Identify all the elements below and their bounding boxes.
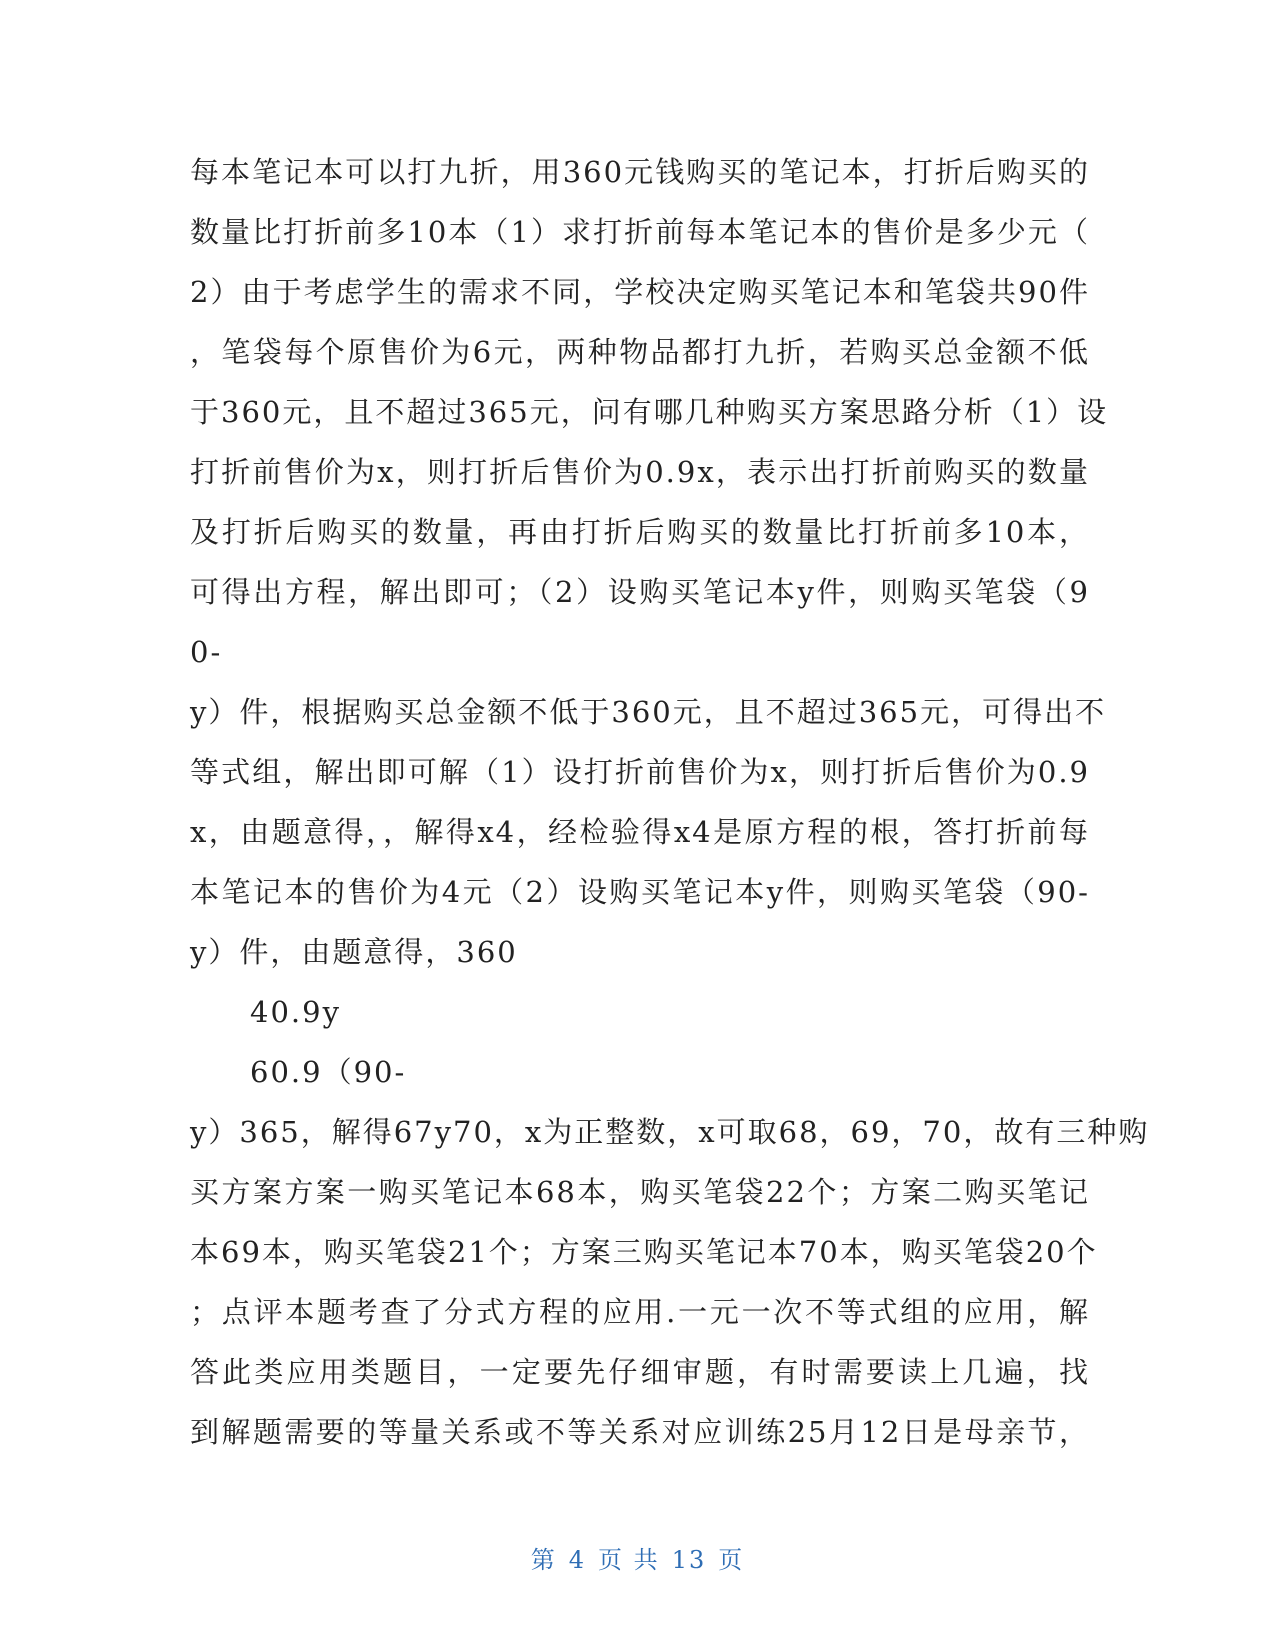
text-line: y）件，由题意得，360 xyxy=(190,935,518,969)
text-line: 及打折后购买的数量，再由打折后购买的数量比打折前多10本， xyxy=(190,515,1090,549)
footer-suffix: 页 xyxy=(718,1546,745,1574)
text-line: 打折前售价为x，则打折后售价为0.9x，表示出打折前购买的数量 xyxy=(190,455,1090,489)
text-line: 40.9y xyxy=(250,995,341,1029)
text-line: ，笔袋每个原售价为6元，两种物品都打九折，若购买总金额不低 xyxy=(190,335,1090,369)
text-line: 买方案方案一购买笔记本68本，购买笔袋22个；方案二购买笔记 xyxy=(190,1175,1090,1209)
text-line: 可得出方程，解出即可；（2）设购买笔记本y件，则购买笔袋（9 xyxy=(190,575,1090,609)
text-line: 每本笔记本可以打九折，用360元钱购买的笔记本，打折后购买的 xyxy=(190,155,1090,189)
current-page-number: 4 xyxy=(568,1546,587,1574)
text-line: 到解题需要的等量关系或不等关系对应训练25月12日是母亲节， xyxy=(190,1415,1090,1449)
text-line: 2）由于考虑学生的需求不同，学校决定购买笔记本和笔袋共90件 xyxy=(190,275,1090,309)
footer-middle: 页 共 xyxy=(598,1546,660,1574)
text-line: 本69本，购买笔袋21个；方案三购买笔记本70本，购买笔袋20个 xyxy=(190,1235,1098,1269)
text-line: y）365，解得67y70，x为正整数，x可取68，69，70，故有三种购 xyxy=(190,1115,1150,1149)
text-line: 等式组，解出即可解（1）设打折前售价为x，则打折后售价为0.9 xyxy=(190,755,1090,789)
footer-prefix: 第 xyxy=(530,1546,557,1574)
text-line: 数量比打折前多10本（1）求打折前每本笔记本的售价是多少元（ xyxy=(190,215,1090,249)
total-pages-number: 13 xyxy=(671,1546,707,1574)
text-line: x，由题意得，，解得x4，经检验得x4是原方程的根，答打折前每 xyxy=(190,815,1090,849)
body-text xyxy=(190,142,1150,1462)
text-line: 于360元，且不超过365元，问有哪几种购买方案思路分析（1）设 xyxy=(190,395,1109,429)
text-line: ；点评本题考查了分式方程的应用.一元一次不等式组的应用，解 xyxy=(190,1295,1090,1329)
page-footer xyxy=(0,1540,1275,1575)
text-line: 本笔记本的售价为4元（2）设购买笔记本y件，则购买笔袋（90- xyxy=(190,875,1090,909)
text-line: y）件，根据购买总金额不低于360元，且不超过365元，可得出不 xyxy=(190,695,1107,729)
text-line: 60.9（90- xyxy=(250,1055,407,1089)
text-line: 答此类应用类题目，一定要先仔细审题，有时需要读上几遍，找 xyxy=(190,1355,1090,1389)
text-line: 0- xyxy=(190,635,223,669)
